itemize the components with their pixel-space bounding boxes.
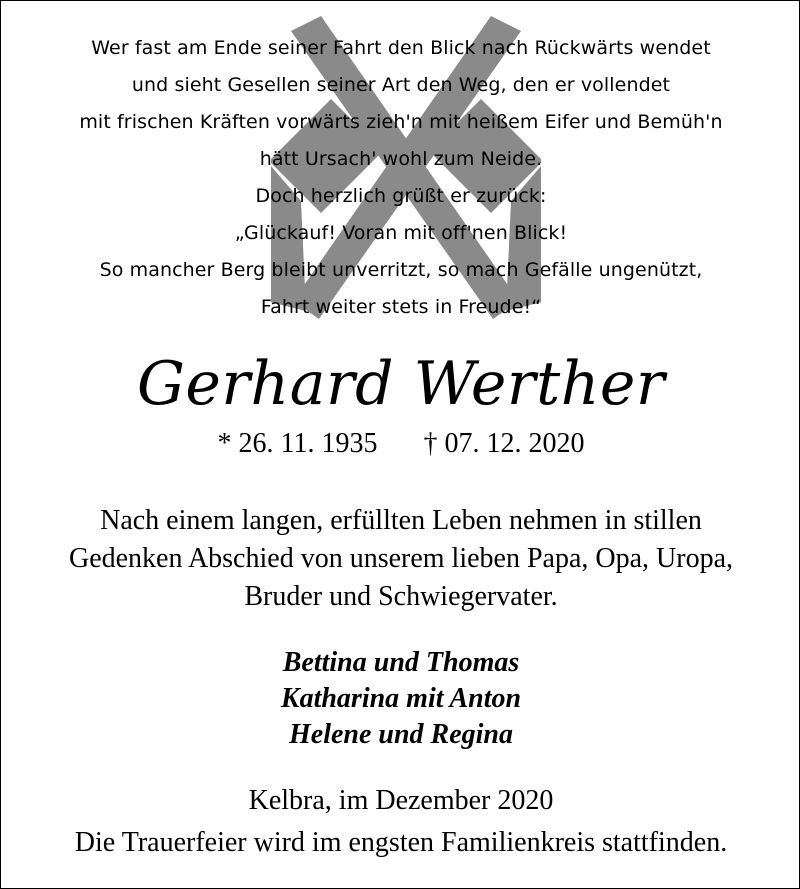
place-and-date: Kelbra, im Dezember 2020	[248, 785, 554, 816]
poem-stanza-2	[1, 178, 800, 326]
family-member: Katharina mit Anton	[280, 683, 522, 714]
family-member: Helene und Regina	[288, 719, 513, 750]
death-date: † 07. 12. 2020	[423, 428, 585, 459]
message-line: Gedenken Abschied von unserem lieben Papa, Opa, Uropa,	[68, 543, 734, 574]
poem-line: und sieht Gesellen seiner Art den Weg, den er vollendet	[131, 74, 671, 96]
birth-date: * 26. 11. 1935	[217, 428, 378, 459]
deceased-name: Gerhard Werther	[136, 349, 666, 419]
poem-line: „Glückauf! Voran mit off'nen Blick!	[234, 222, 568, 244]
poem-line: Doch herzlich grüßt er zurück:	[255, 185, 547, 207]
poem-line: hätt Ursach' wohl zum Neide.	[259, 148, 543, 170]
ceremony-note: Die Trauerfeier wird im engsten Familienkreis stattfinden.	[74, 827, 728, 858]
poem-line: mit frischen Kräften vorwärts zieh'n mit heißem Eifer und Bemüh'n	[79, 111, 723, 133]
poem-line: Fahrt weiter stets in Freude!“	[260, 296, 542, 318]
family-names	[1, 645, 800, 753]
farewell-message	[1, 502, 800, 616]
life-dates	[1, 424, 800, 464]
poem-line: Wer fast am Ende seiner Fahrt den Blick nach Rückwärts wendet	[91, 37, 711, 59]
poem-stanza-1	[1, 30, 800, 178]
poem-line: So mancher Berg bleibt unverritzt, so mach Gefälle ungenützt,	[99, 259, 703, 281]
family-member: Bettina und Thomas	[282, 647, 520, 678]
message-line: Nach einem langen, erfüllten Leben nehmen in stillen	[100, 505, 702, 536]
message-line: Bruder und Schwiegervater.	[244, 581, 558, 612]
